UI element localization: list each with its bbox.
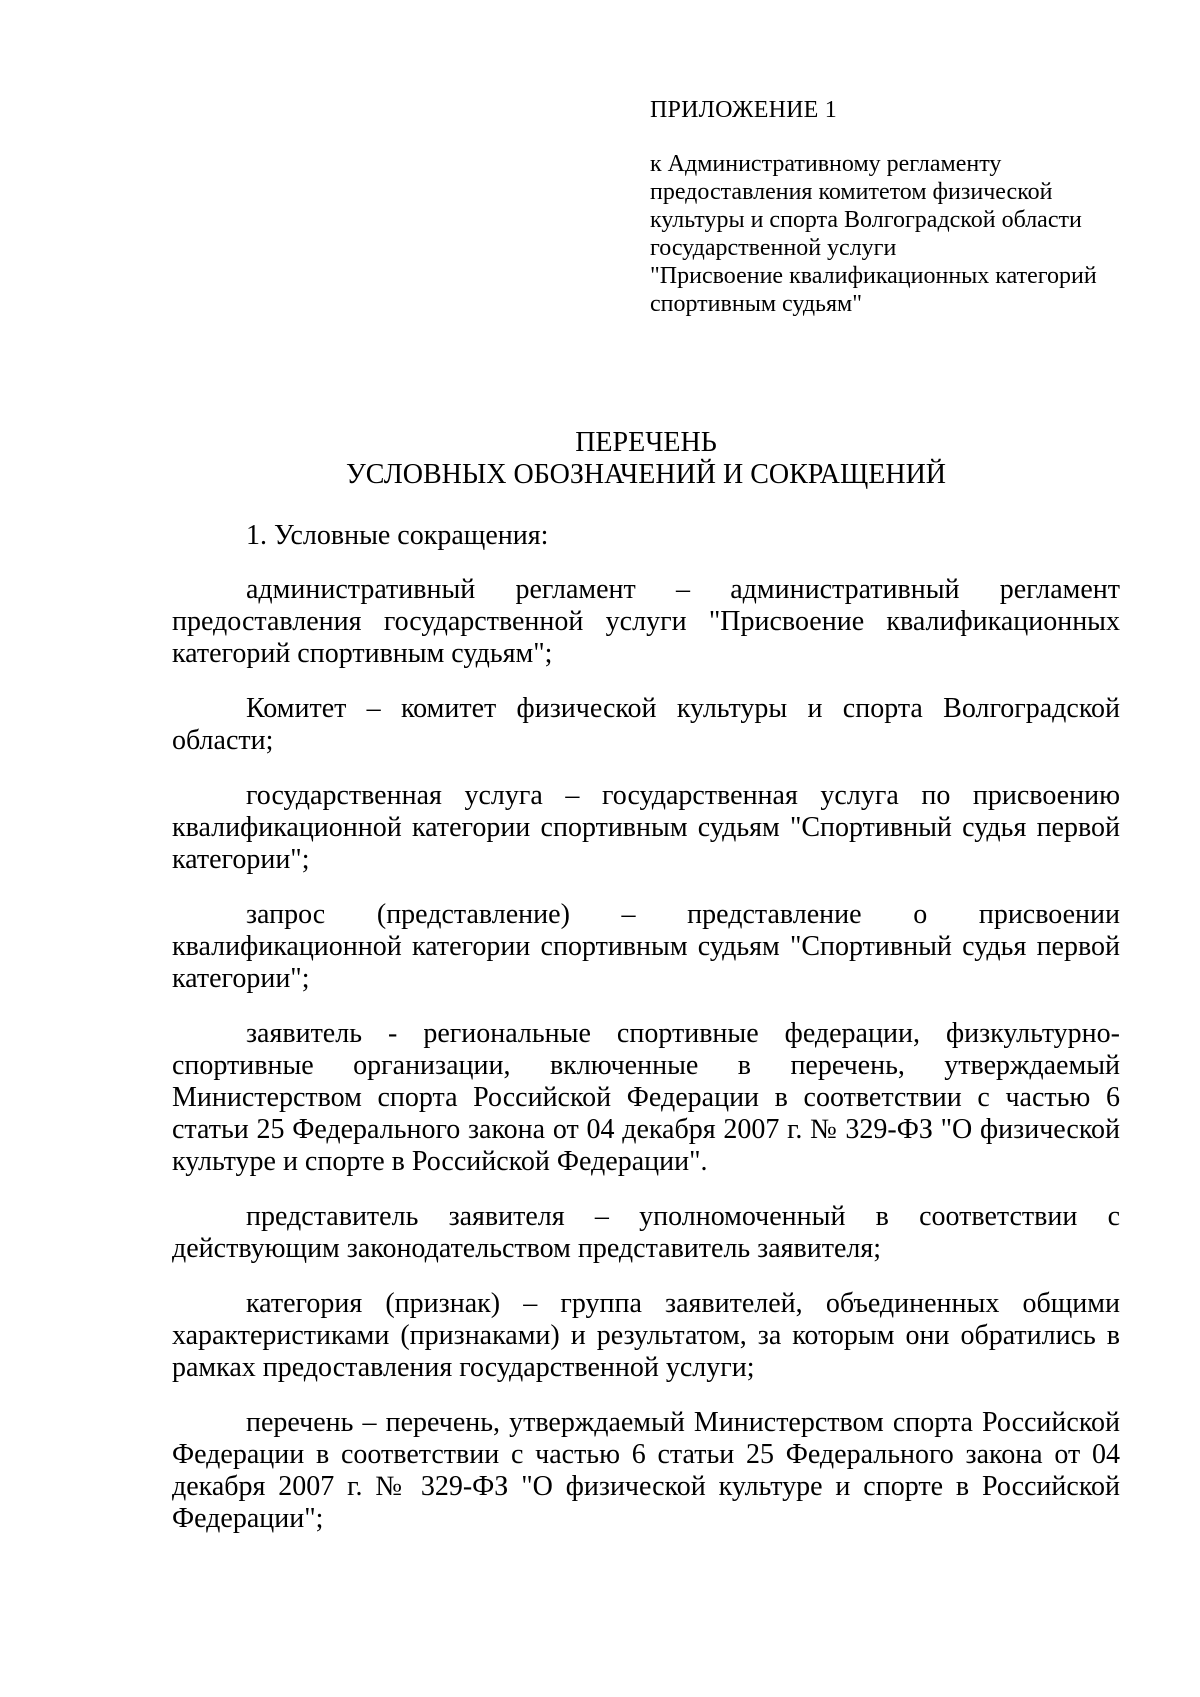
definition-paragraph: категория (признак) – группа заявителей, объединенных общими характеристиками (признаками) и результатом, за которым они обратились в рамках предоставления государственной услуги; (172, 1288, 1120, 1383)
appendix-line: культуры и спорта Волгоградской области (650, 207, 1082, 233)
appendix-block (650, 96, 1170, 318)
appendix-line: к Административному регламенту (650, 151, 1002, 177)
appendix-line: предоставления комитетом физической (650, 179, 1053, 205)
definition-paragraph: государственная услуга – государственная услуга по присвоению квалификационной категории спортивным судьям "Спортивный судья первой категории"; (172, 780, 1120, 875)
definition-paragraph: представитель заявителя – уполномоченный в соответствии с действующим законодательством представитель заявителя; (172, 1201, 1120, 1264)
document-body (172, 520, 1120, 1558)
heading-title: ПЕРЕЧЕНЬ (575, 427, 717, 458)
heading-subtitle: УСЛОВНЫХ ОБОЗНАЧЕНИЙ И СОКРАЩЕНИЙ (345, 459, 947, 490)
appendix-title: ПРИЛОЖЕНИЕ 1 (650, 97, 837, 123)
definition-paragraph: перечень – перечень, утверждаемый Министерством спорта Российской Федерации в соответствии с частью 6 статьи 25 Федерального закона от 04 декабря 2007 г. № 329-ФЗ "О физической культуре и спорте в Российской Федерации"; (172, 1407, 1120, 1534)
appendix-line: "Присвоение квалификационных категорий (650, 263, 1097, 289)
appendix-line: спортивным судьям" (650, 291, 863, 317)
definition-paragraph: заявитель - региональные спортивные федерации, физкультурно-спортивные организации, включенные в перечень, утверждаемый Министерством спорта Российской Федерации в соответствии с частью 6 статьи 25 Федерального закона от 04 декабря 2007 г. № 329-ФЗ "О физической культуре и спорте в Российской Федерации". (172, 1018, 1120, 1177)
document-heading (172, 427, 1120, 491)
appendix-line: государственной услуги (650, 235, 897, 261)
definition-paragraph: административный регламент – административный регламент предоставления государственной услуги "Присвоение квалификационных категорий спортивным судьям"; (172, 574, 1120, 669)
definition-paragraph: Комитет – комитет физической культуры и спорта Волгоградской области; (172, 693, 1120, 756)
definition-paragraph: запрос (представление) – представление о присвоении квалификационной категории спортивным судьям "Спортивный судья первой категории"; (172, 899, 1120, 994)
section-title: 1. Условные сокращения: (246, 520, 549, 551)
